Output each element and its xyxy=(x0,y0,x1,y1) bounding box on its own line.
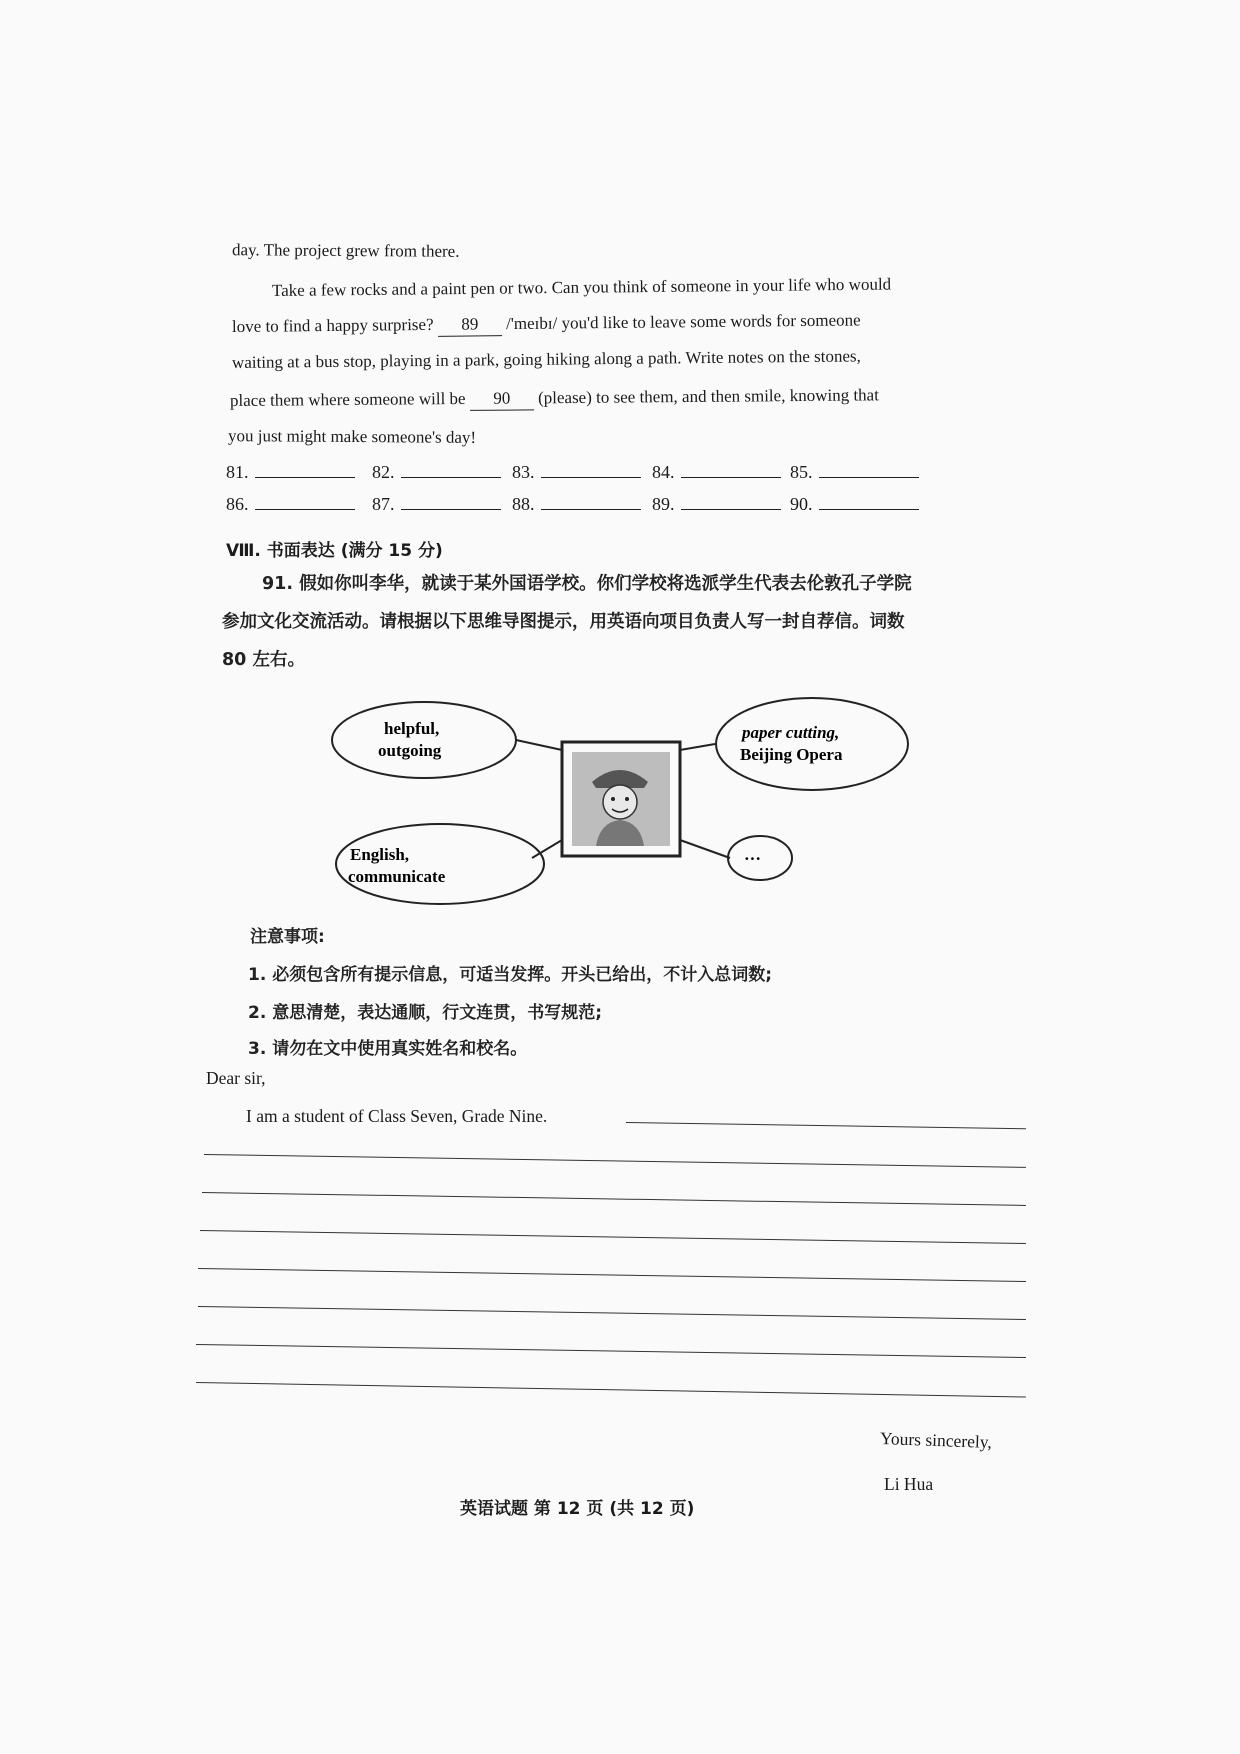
answer-line xyxy=(401,476,501,478)
passage-line-4 xyxy=(232,345,861,374)
student-portrait xyxy=(572,752,670,846)
answer-88: 88. xyxy=(512,494,641,515)
question-91-line-1: 91. 假如你叫李华，就读于某外国语学校。你们学校将选派学生代表去伦敦孔子学院 xyxy=(262,574,912,594)
answer-line xyxy=(819,508,919,510)
answer-line xyxy=(255,508,355,510)
answer-86: 86. xyxy=(226,494,355,515)
answer-line xyxy=(681,508,781,510)
answer-line xyxy=(255,476,355,478)
answer-87: 87. xyxy=(372,494,501,515)
notes-heading: 注意事项: xyxy=(250,927,325,947)
answer-83: 83. xyxy=(512,462,641,483)
answer-85: 85. xyxy=(790,462,919,483)
phonetic-hint: /'meɪbɪ/ you'd like to leave some words for someone xyxy=(505,310,861,334)
passage-line-3 xyxy=(232,309,861,339)
answer-90: 90. xyxy=(790,494,919,515)
writing-line[interactable] xyxy=(196,1382,1026,1397)
bubble-top-left xyxy=(332,702,516,778)
passage-text: love to find a happy surprise? xyxy=(231,314,434,336)
answer-line xyxy=(541,508,641,510)
note-1: 1. 必须包含所有提示信息，可适当发挥。开头已给出，不计入总词数; xyxy=(248,965,773,985)
passage-line-1 xyxy=(232,239,460,263)
answer-line xyxy=(819,476,919,478)
passage-line-5 xyxy=(230,384,879,413)
writing-line[interactable] xyxy=(198,1306,1026,1320)
answer-82: 82. xyxy=(372,462,501,483)
letter-signature: Li Hua xyxy=(884,1474,934,1494)
passage-text: day. The project grew from there. xyxy=(231,240,460,261)
letter-salutation: Dear sir, xyxy=(206,1068,266,1088)
passage-text: (please) to see them, and then smile, knowing that xyxy=(537,385,879,408)
answer-line xyxy=(541,476,641,478)
answer-line xyxy=(681,476,781,478)
letter-closing: Yours sincerely, xyxy=(879,1428,993,1452)
bubble-bottom-left xyxy=(336,824,544,904)
page-footer: 英语试题 第 12 页 (共 12 页) xyxy=(460,1499,695,1519)
bubble-text: Beijing Opera xyxy=(740,745,843,764)
passage-line-6 xyxy=(228,425,476,449)
connector-line xyxy=(680,840,730,858)
answer-84: 84. xyxy=(652,462,781,483)
bubble-text: English, xyxy=(350,845,410,864)
writing-line[interactable] xyxy=(204,1154,1026,1168)
ellipsis-text: ··· xyxy=(744,849,762,868)
writing-line[interactable] xyxy=(196,1344,1026,1358)
bubble-text: helpful, xyxy=(384,719,440,738)
connector-line xyxy=(516,740,562,750)
writing-line[interactable] xyxy=(202,1192,1026,1206)
blank-89: 89 xyxy=(438,313,502,337)
passage-text: Take a few rocks and a paint pen or two. Can you think of someone in your life who would xyxy=(271,274,892,300)
section-title: Ⅷ. 书面表达 (满分 15 分) xyxy=(226,541,443,561)
writing-line[interactable] xyxy=(198,1268,1026,1282)
note-2: 2. 意思清楚，表达通顺，行文连贯，书写规范; xyxy=(248,1003,603,1023)
answer-89: 89. xyxy=(652,494,781,515)
bubble-text: communicate xyxy=(348,867,446,886)
bubble-top-right xyxy=(716,698,908,790)
question-91-line-2: 参加文化交流活动。请根据以下思维导图提示，用英语向项目负责人写一封自荐信。词数 xyxy=(222,612,905,632)
passage-text: waiting at a bus stop, playing in a park, going hiking along a path. Write notes on the stones, xyxy=(231,346,861,372)
passage-text: you just might make someone's day! xyxy=(227,426,477,447)
passage-line-2 xyxy=(272,274,891,302)
letter-opening: I am a student of Class Seven, Grade Nine. xyxy=(246,1106,548,1126)
bubble-text: outgoing xyxy=(378,741,442,760)
bubble-text: paper cutting, xyxy=(742,723,840,742)
connector-line xyxy=(680,744,715,750)
writing-line[interactable] xyxy=(626,1122,1026,1129)
mind-map xyxy=(300,690,940,920)
note-3: 3. 请勿在文中使用真实姓名和校名。 xyxy=(248,1039,528,1059)
answer-81: 81. xyxy=(226,462,355,483)
answer-line xyxy=(401,508,501,510)
question-91-line-3: 80 左右。 xyxy=(222,650,305,670)
passage-text: place them where someone will be xyxy=(229,388,466,410)
blank-90: 90 xyxy=(470,387,534,411)
writing-line[interactable] xyxy=(200,1230,1026,1244)
